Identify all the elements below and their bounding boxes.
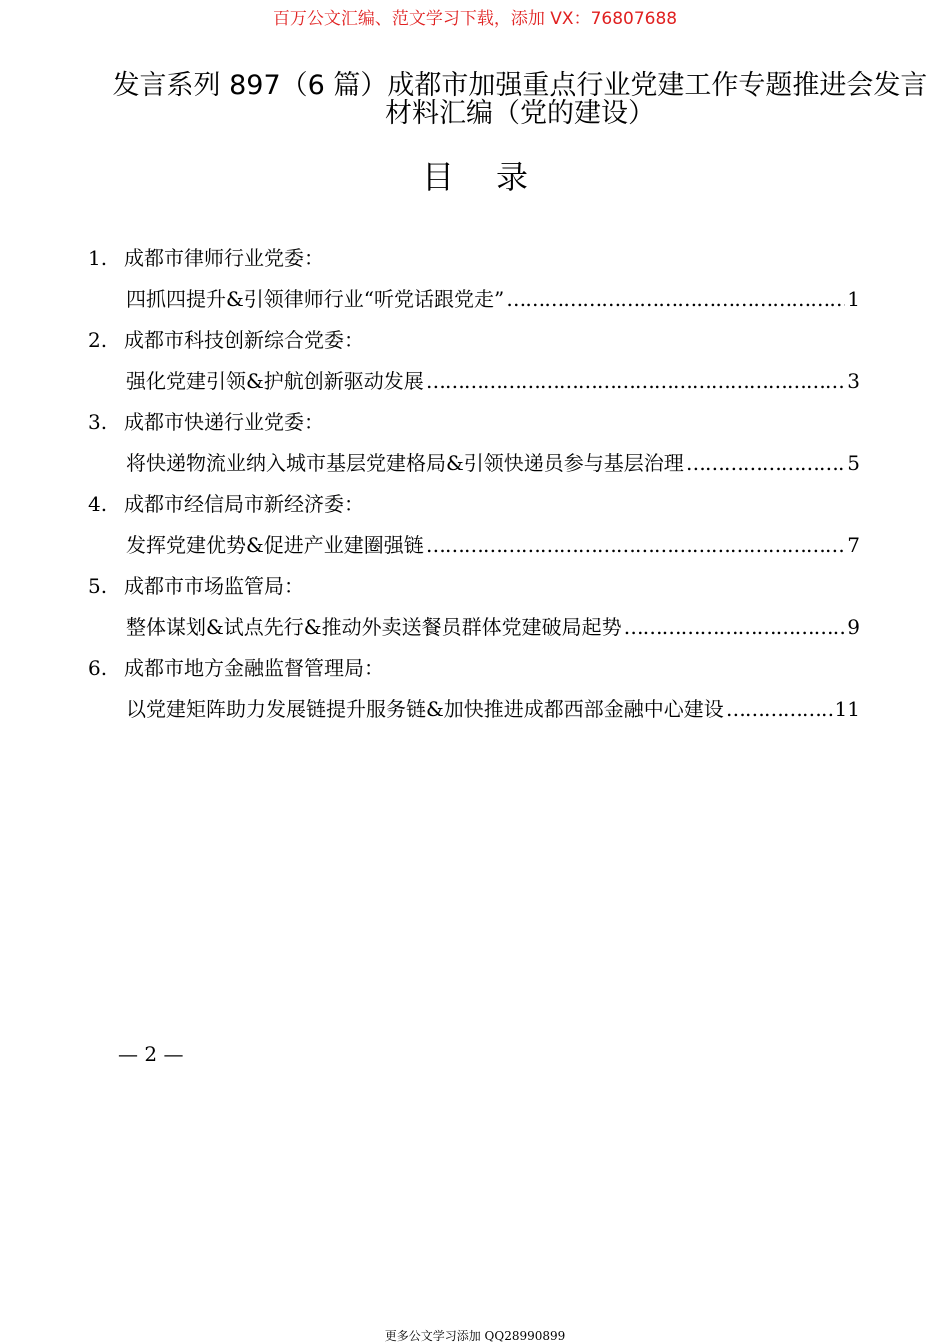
toc-item-line bbox=[88, 445, 860, 486]
toc-org-line bbox=[88, 240, 860, 281]
toc-entry[interactable] bbox=[88, 322, 860, 404]
dot-leader bbox=[686, 445, 845, 481]
toc-number: 3. bbox=[88, 410, 108, 434]
dot-leader bbox=[426, 363, 845, 399]
toc-org: 成都市地方金融监督管理局： bbox=[124, 656, 384, 680]
toc-title: 以党建矩阵助力发展链提升服务链&加快推进成都西部金融中心建设 bbox=[126, 697, 724, 721]
toc-title: 将快递物流业纳入城市基层党建格局&引领快递员参与基层治理 bbox=[126, 451, 684, 475]
bottom-note: 更多公文学习添加 QQ28990899 bbox=[384, 1329, 566, 1343]
toc-heading-char-1: 目 bbox=[421, 158, 454, 196]
dot-leader bbox=[426, 527, 845, 563]
toc-item-line bbox=[88, 363, 860, 404]
toc-org: 成都市快递行业党委： bbox=[124, 410, 324, 434]
toc-org: 成都市科技创新综合党委： bbox=[124, 328, 364, 352]
toc-number: 4. bbox=[88, 492, 108, 516]
toc-entry[interactable] bbox=[88, 240, 860, 322]
toc-page-number: 1 bbox=[847, 287, 860, 311]
toc-page-number: 9 bbox=[847, 615, 860, 639]
toc-org-line bbox=[88, 650, 860, 691]
promo-banner: 百万公文汇编、范文学习下载，添加 VX：76807688 bbox=[272, 9, 678, 29]
toc-page-number: 5 bbox=[847, 451, 860, 475]
toc-item-line bbox=[88, 691, 860, 732]
page-number-footer: — 2 — bbox=[118, 1042, 184, 1066]
dot-leader bbox=[506, 281, 845, 317]
toc-title: 四抓四提升&引领律师行业“听党话跟党走” bbox=[126, 287, 505, 311]
toc-title: 发挥党建优势&促进产业建圈强链 bbox=[126, 533, 424, 557]
toc-page-number: 7 bbox=[847, 533, 860, 557]
dot-leader bbox=[726, 691, 833, 727]
toc-heading-char-2: 录 bbox=[496, 158, 529, 196]
toc-entry[interactable] bbox=[88, 568, 860, 650]
dot-leader bbox=[624, 609, 846, 645]
toc-number: 5. bbox=[88, 574, 108, 598]
toc-entry[interactable] bbox=[88, 404, 860, 486]
toc-org: 成都市经信局市新经济委： bbox=[124, 492, 364, 516]
toc-item-line bbox=[88, 609, 860, 650]
toc-item-line bbox=[88, 527, 860, 568]
table-of-contents bbox=[88, 240, 860, 732]
toc-org: 成都市律师行业党委： bbox=[124, 246, 324, 270]
toc-entry[interactable] bbox=[88, 486, 860, 568]
toc-org-line bbox=[88, 486, 860, 527]
toc-org: 成都市市场监管局： bbox=[124, 574, 304, 598]
toc-number: 6. bbox=[88, 656, 108, 680]
toc-title: 整体谋划&试点先行&推动外卖送餐员群体党建破局起势 bbox=[126, 615, 622, 639]
toc-org-line bbox=[88, 322, 860, 363]
toc-org-line bbox=[88, 404, 860, 445]
toc-heading bbox=[0, 152, 950, 198]
toc-title: 强化党建引领&护航创新驱动发展 bbox=[126, 369, 424, 393]
toc-number: 2. bbox=[88, 328, 108, 352]
toc-org-line bbox=[88, 568, 860, 609]
toc-entry[interactable] bbox=[88, 650, 860, 732]
toc-page-number: 3 bbox=[847, 369, 860, 393]
toc-item-line bbox=[88, 281, 860, 322]
document-title: 发言系列 897（6 篇）成都市加强重点行业党建工作专题推进会发言材料汇编（党的建设） bbox=[112, 70, 928, 129]
toc-number: 1. bbox=[88, 246, 108, 270]
toc-page-number: 11 bbox=[834, 697, 860, 721]
